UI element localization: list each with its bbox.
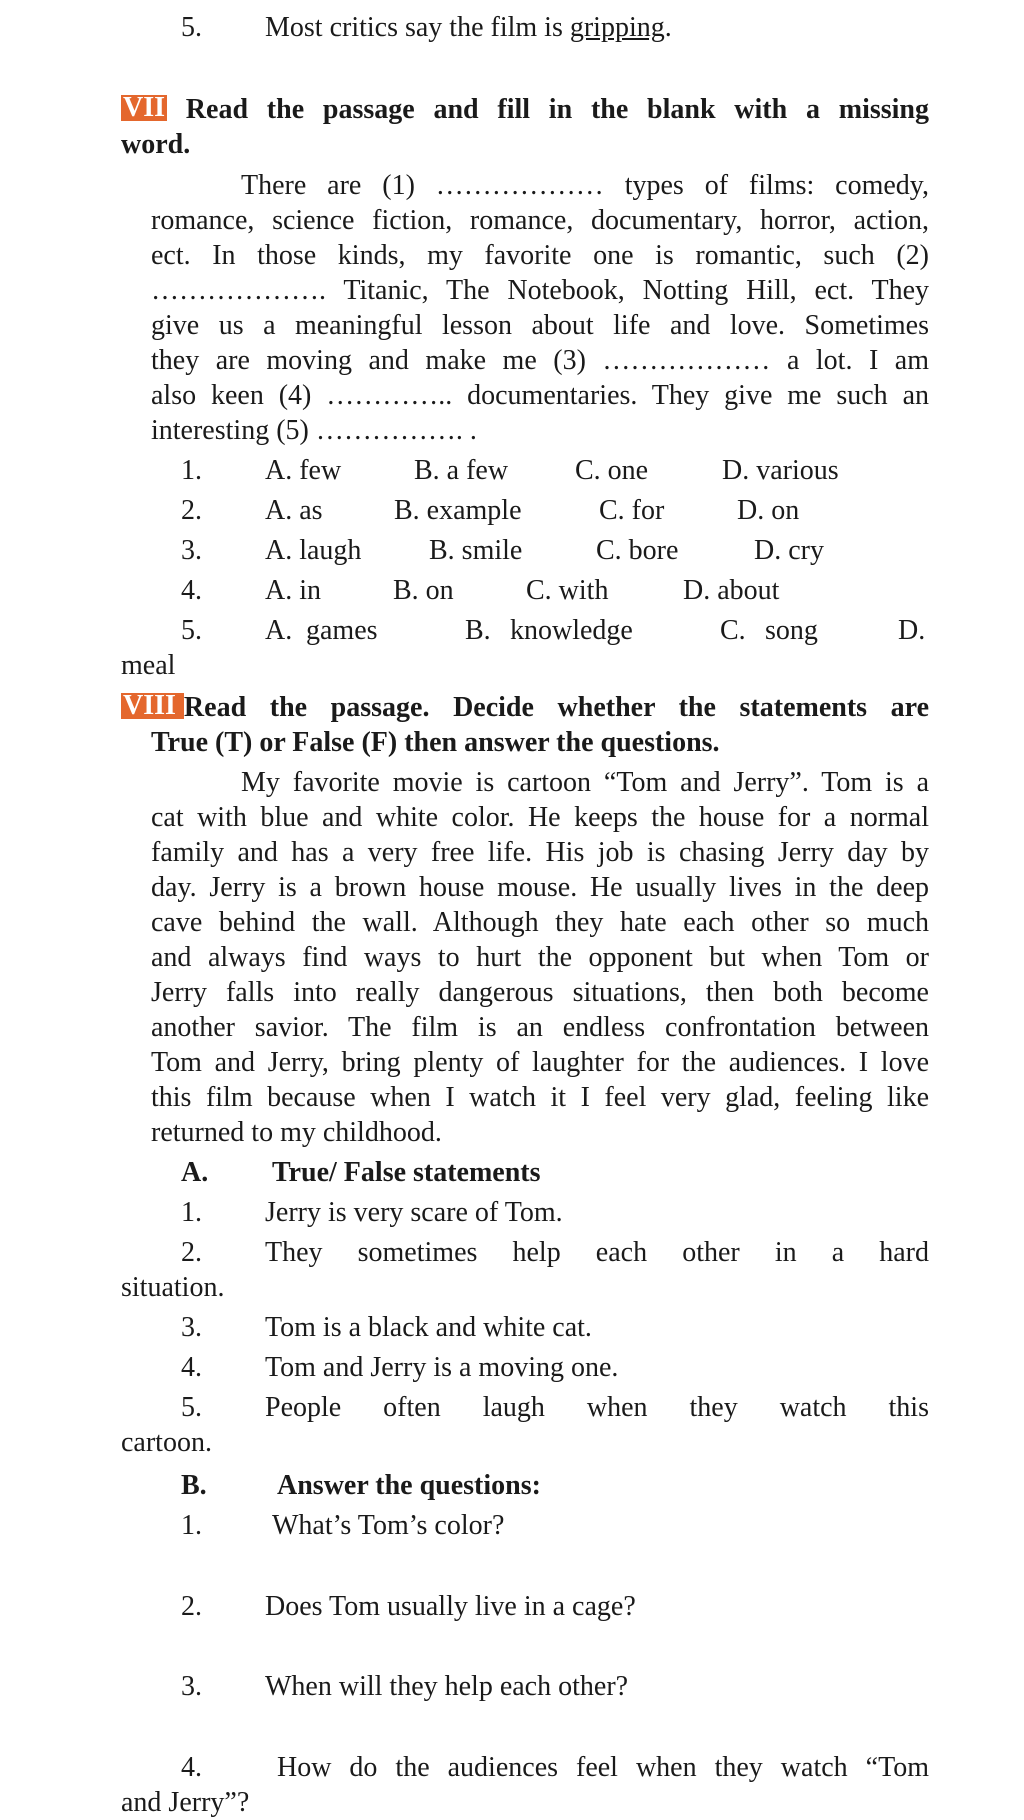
option: A. <box>265 615 293 646</box>
partA-letter: A. <box>181 1157 209 1188</box>
section8-badge: VIII <box>121 693 184 719</box>
option: D. about <box>683 575 780 606</box>
question-number: 4. <box>181 575 202 606</box>
option: D. <box>898 615 926 646</box>
statement-number: 5. <box>181 1392 202 1423</box>
option: knowledge <box>510 615 633 646</box>
item-number: 5. <box>181 12 202 43</box>
question-number: 2. <box>181 495 202 526</box>
partB-letter: B. <box>181 1470 207 1501</box>
passage-line: another savior. The film is an endless confrontation between <box>151 1012 929 1043</box>
statement-wrap: cartoon. <box>121 1427 212 1458</box>
passage-line: also keen (4) ………….. documentaries. They give me such an <box>151 380 929 411</box>
statement-number: 2. <box>181 1237 202 1268</box>
question-number: 2. <box>181 1591 202 1622</box>
section8-heading-line2: True (T) or False (F) then answer the questions. <box>151 727 720 758</box>
passage-line: romance, science fiction, romance, documentary, horror, action, <box>151 205 929 236</box>
passage-line: ………………. Titanic, The Notebook, Notting Hill, ect. They <box>151 275 929 306</box>
passage-line: ect. In those kinds, my favorite one is romantic, such (2) <box>151 240 929 271</box>
option: C. with <box>526 575 609 606</box>
top-item <box>181 10 202 45</box>
passage-line: returned to my childhood. <box>151 1117 442 1148</box>
question-number: 1. <box>181 1510 202 1541</box>
statement-text: They sometimes help each other in a hard <box>265 1237 929 1268</box>
option: C. one <box>575 455 649 486</box>
section7-heading-line2: word. <box>121 129 191 160</box>
option-wrap: meal <box>121 650 176 681</box>
option: A. in <box>265 575 321 606</box>
option: B. <box>465 615 491 646</box>
passage-line: give us a meaningful lesson about life and love. Sometimes <box>151 310 929 341</box>
question-number: 4. <box>181 1752 202 1783</box>
partA-title: True/ False statements <box>272 1157 541 1188</box>
option: A. as <box>265 495 323 526</box>
option: B. smile <box>429 535 523 566</box>
option: B. example <box>394 495 522 526</box>
question-number: 5. <box>181 615 202 646</box>
option: song <box>765 615 818 646</box>
partB-title: Answer the questions: <box>277 1470 541 1501</box>
passage-line: interesting (5) ……………. . <box>151 415 477 446</box>
section7-badge: VII <box>123 92 166 123</box>
passage-line: and always find ways to hurt the opponent but when Tom or <box>151 942 929 973</box>
option: C. for <box>599 495 665 526</box>
option: A. few <box>265 455 342 486</box>
passage-line: Tom and Jerry, bring plenty of laughter for the audiences. I love <box>151 1047 929 1078</box>
question-text: Does Tom usually live in a cage? <box>265 1591 636 1622</box>
option: games <box>306 615 378 646</box>
question-text: What’s Tom’s color? <box>272 1510 505 1541</box>
option: C. <box>720 615 746 646</box>
option: B. a few <box>414 455 509 486</box>
passage-line: My favorite movie is cartoon “Tom and Jerry”. Tom is a <box>241 767 929 798</box>
question-number: 1. <box>181 455 202 486</box>
passage-line: cave behind the wall. Although they hate each other so much <box>151 907 929 938</box>
section7-heading: VII Read the passage and fill in the blank with a missing <box>123 92 929 125</box>
statement-number: 1. <box>181 1197 202 1228</box>
statement-wrap: situation. <box>121 1272 225 1303</box>
statement-text: Tom and Jerry is a moving one. <box>265 1352 619 1383</box>
statement-text: People often laugh when they watch this <box>265 1392 929 1423</box>
question-number: 3. <box>181 1671 202 1702</box>
option: B. on <box>393 575 454 606</box>
statement-number: 4. <box>181 1352 202 1383</box>
option: D. cry <box>754 535 824 566</box>
question-wrap: and Jerry”? <box>121 1787 250 1818</box>
passage-line: they are moving and make me (3) ……………… a lot. I am <box>151 345 929 376</box>
section8-heading: VIII Read the passage. Decide whether the statements are <box>123 690 929 723</box>
underlined-word: gripping <box>569 12 665 43</box>
statement-text: Jerry is very scare of Tom. <box>265 1197 563 1228</box>
passage-line: this film because when I watch it I feel very glad, feeling like <box>151 1082 929 1113</box>
question-text: When will they help each other? <box>265 1671 629 1702</box>
passage-line: cat with blue and white color. He keeps the house for a normal <box>151 802 929 833</box>
top-item-text: Most critics say the film is gripping. <box>265 12 672 43</box>
passage-line: family and has a very free life. His job is chasing Jerry day by <box>151 837 929 868</box>
passage-line: There are (1) ……………… types of films: comedy, <box>241 170 929 201</box>
passage-line: day. Jerry is a brown house mouse. He usually lives in the deep <box>151 872 929 903</box>
statement-number: 3. <box>181 1312 202 1343</box>
option: C. bore <box>596 535 679 566</box>
passage-line: Jerry falls into really dangerous situations, then both become <box>151 977 929 1008</box>
statement-text: Tom is a black and white cat. <box>265 1312 592 1343</box>
option: D. on <box>737 495 800 526</box>
question-text: How do the audiences feel when they watch “Tom <box>277 1752 929 1783</box>
option: D. various <box>722 455 839 486</box>
question-number: 3. <box>181 535 202 566</box>
option: A. laugh <box>265 535 362 566</box>
